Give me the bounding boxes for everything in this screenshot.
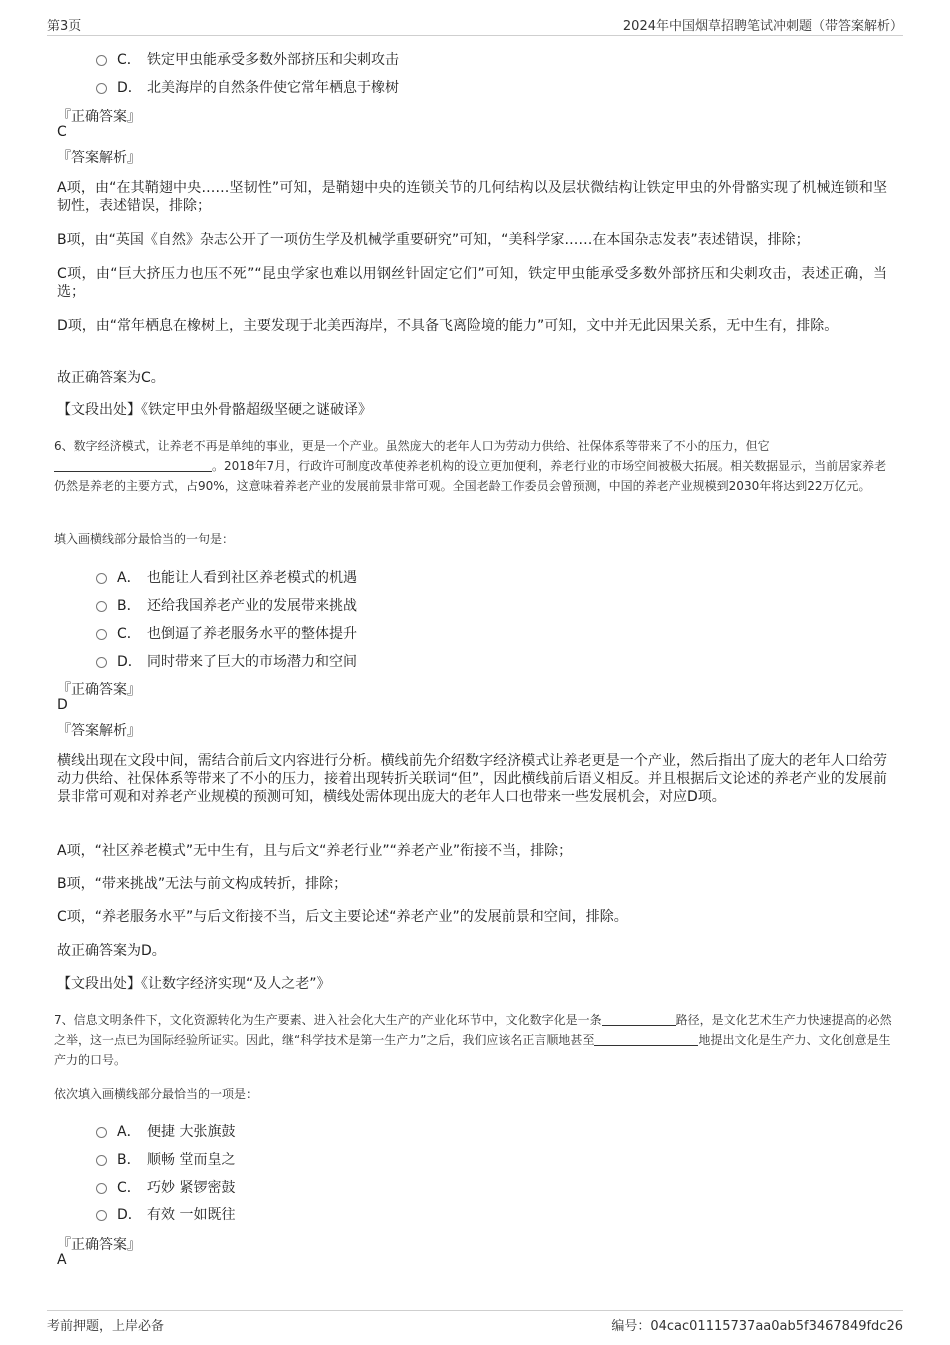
- q6-option-d[interactable]: D． 同时带来了巨大的市场潜力和空间: [96, 651, 357, 673]
- q6-analysis-b: B项，“带来挑战”无法与前文构成转折，排除；: [57, 876, 348, 892]
- q5-option-d[interactable]: D． 北美海岸的自然条件使它常年栖息于橡树: [96, 77, 399, 99]
- answer-blank: [54, 459, 212, 472]
- q7-question-text: 7、信息文明条件下，文化资源转化为生产要素、进入社会化大生产的产业化环节中，文化数字化是一条 路径，是文化艺术生产力快速提高的必然之举，这一点已为国际经验所证实。因此，继“科学技术是第一生产力”之后，我们应该名正言顺地甚至 地提出文化是生产力、文化创意是生产力的口号。: [54, 1013, 892, 1067]
- radio-icon[interactable]: [96, 601, 107, 612]
- page-number: 第3页: [47, 19, 82, 34]
- radio-icon[interactable]: [96, 55, 107, 66]
- document-id: 编号：04cac01115737aa0ab5f3467849fdc26: [611, 1319, 903, 1334]
- q7-answer: A: [57, 1252, 67, 1268]
- q6-analysis-c: C项，“养老服务水平”与后文衔接不当，后文主要论述“养老产业”的发展前景和空间，排除。: [57, 909, 628, 925]
- q6-question-text: 6、数字经济模式，让养老不再是单纯的事业，更是一个产业。虽然庞大的老年人口为劳动力供给、社保体系等带来了不小的压力，但它。2018年7月，行政许可制度改革使养老机构的设立更加便利，养老行业的市场空间被极大拓展。相关数据显示，当前居家养老仍然是养老的主要方式，占90%，这意味着养老产业的发展前景非常可观。全国老龄工作委员会曾预测，中国的养老产业规模到2030年将达到22万亿元。: [54, 439, 887, 493]
- q6-answer-label: 『正确答案』: [57, 682, 141, 698]
- radio-icon[interactable]: [96, 83, 107, 94]
- radio-icon[interactable]: [96, 629, 107, 640]
- document-title: 2024年中国烟草招聘笔试冲刺题（带答案解析）: [622, 19, 903, 34]
- radio-icon[interactable]: [96, 1183, 107, 1194]
- q6-analysis-label: 『答案解析』: [57, 723, 141, 739]
- q5-conclusion: 故正确答案为C。: [57, 370, 165, 386]
- q6-source: 【文段出处】《让数字经济实现“及人之老”》: [57, 976, 331, 992]
- radio-icon[interactable]: [96, 1127, 107, 1138]
- page-footer: [47, 1310, 903, 1335]
- footer-slogan: 考前押题，上岸必备: [47, 1319, 165, 1334]
- q6-prompt: 填入画横线部分最恰当的一句是：: [54, 532, 235, 546]
- q7-option-a[interactable]: A． 便捷 大张旗鼓: [96, 1121, 235, 1143]
- q6-option-b[interactable]: B． 还给我国养老产业的发展带来挑战: [96, 595, 357, 617]
- q5-answer-label: 『正确答案』: [57, 109, 141, 125]
- q5-answer: C: [57, 124, 67, 140]
- radio-icon[interactable]: [96, 1155, 107, 1166]
- q5-source: 【文段出处】《铁定甲虫外骨骼超级坚硬之谜破译》: [57, 402, 372, 418]
- q7-answer-label: 『正确答案』: [57, 1237, 141, 1253]
- q6-analysis-a: A项，“社区养老模式”无中生有，且与后文“养老行业”“养老产业”衔接不当，排除；: [57, 843, 573, 859]
- q7-option-b[interactable]: B． 顺畅 堂而皇之: [96, 1149, 235, 1171]
- answer-blank: [594, 1033, 698, 1046]
- q5-analysis-label: 『答案解析』: [57, 150, 141, 166]
- q5-analysis-d: D项，由“常年栖息在橡树上，主要发现于北美西海岸，不具备飞离险境的能力”可知，文中并无此因果关系，无中生有，排除。: [57, 318, 839, 334]
- q7-prompt: 依次填入画横线部分最恰当的一项是：: [54, 1087, 259, 1101]
- q6-option-c[interactable]: C． 也倒逼了养老服务水平的整体提升: [96, 623, 357, 645]
- q6-analysis-main: 横线出现在文段中间，需结合前后文内容进行分析。横线前先介绍数字经济模式让养老更是一个产业，然后指出了庞大的老年人口给劳动力供给、社保体系等带来了不小的压力，接着出现转折关联词“但”，因此横线前后语义相反。并且根据后文论述的养老产业的发展前景非常可观和对养老产业规模的预测可知，横线处需体现出庞大的老年人口也带来一些发展机会，对应D项。: [57, 753, 887, 805]
- radio-icon[interactable]: [96, 1210, 107, 1221]
- q5-analysis-c: C项，由“巨大挤压力也压不死”“昆虫学家也难以用钢丝针固定它们”可知，铁定甲虫能承受多数外部挤压和尖刺攻击，表述正确，当选；: [57, 266, 887, 300]
- q5-analysis-b: B项，由“英国《自然》杂志公开了一项仿生学及机械学重要研究”可知，“美科学家……在本国杂志发表”表述错误，排除；: [57, 232, 810, 248]
- answer-blank: [602, 1013, 676, 1026]
- q5-analysis-a: A项，由“在其鞘翅中央……坚韧性”可知，是鞘翅中央的连锁关节的几何结构以及层状微结构让铁定甲虫的外骨骼实现了机械连锁和坚韧性，表述错误，排除；: [57, 180, 887, 214]
- q6-answer: D: [57, 697, 68, 713]
- q5-option-c[interactable]: C． 铁定甲虫能承受多数外部挤压和尖刺攻击: [96, 49, 399, 71]
- q6-conclusion: 故正确答案为D。: [57, 943, 166, 959]
- page-header: [47, 13, 903, 36]
- radio-icon[interactable]: [96, 657, 107, 668]
- q6-option-a[interactable]: A． 也能让人看到社区养老模式的机遇: [96, 567, 357, 589]
- q7-option-d[interactable]: D． 有效 一如既往: [96, 1204, 235, 1226]
- q7-option-c[interactable]: C． 巧妙 紧锣密鼓: [96, 1177, 235, 1199]
- radio-icon[interactable]: [96, 573, 107, 584]
